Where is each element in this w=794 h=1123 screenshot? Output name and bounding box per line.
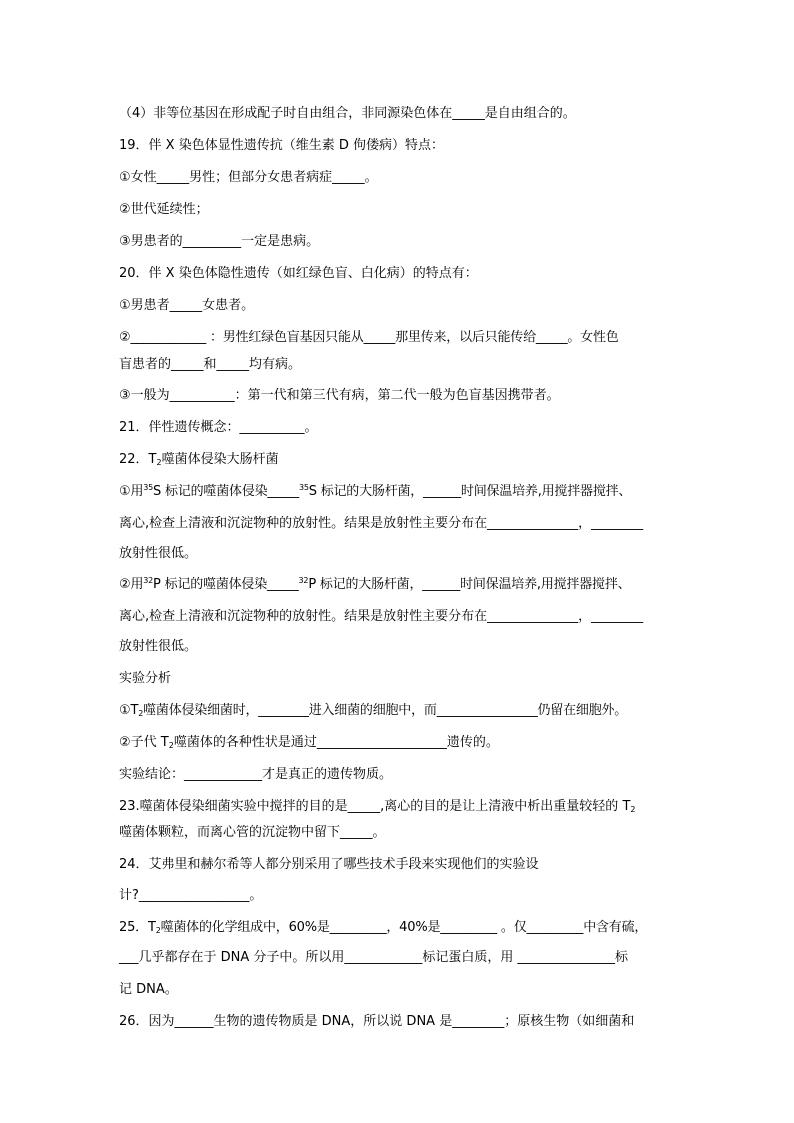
superscript: 32 bbox=[298, 576, 309, 585]
text-line bbox=[119, 418, 679, 438]
text-segment: ②用 bbox=[119, 577, 144, 592]
subscript: 2 bbox=[156, 458, 162, 467]
text-segment: ②世代延续性； bbox=[119, 202, 209, 217]
text-segment: 噬菌体颗粒，而离心管的沉淀物中留下_____。 bbox=[119, 825, 386, 840]
text-segment: 放射性很低。 bbox=[119, 546, 198, 561]
text-line bbox=[119, 1012, 679, 1032]
superscript: 35 bbox=[143, 483, 154, 492]
text-segment: 计?_________________。 bbox=[119, 888, 263, 903]
text-segment: ③男患者的_________一定是患病。 bbox=[119, 234, 320, 249]
text-line bbox=[119, 200, 679, 220]
text-segment: ③一般为__________：第一代和第三代有病，第二代一般为色盲基因携带者。 bbox=[119, 388, 560, 403]
text-line bbox=[119, 386, 679, 406]
text-line bbox=[119, 264, 679, 284]
text-segment: ①T bbox=[119, 703, 139, 718]
text-line bbox=[119, 733, 679, 753]
text-segment: 噬菌体的各种性状是通过____________________遗传的。 bbox=[173, 735, 499, 750]
text-line bbox=[119, 701, 679, 721]
text-segment: ②____________ ：男性红绿色盲基因只能从_____那里传来，以后只能传给_____。女性色 bbox=[119, 330, 619, 345]
subscript: 2 bbox=[630, 805, 636, 814]
text-line bbox=[119, 855, 679, 875]
text-segment: 离心,检查上清液和沉淀物种的放射性。结果是放射性主要分布在______________，________ bbox=[119, 609, 644, 624]
text-line bbox=[119, 637, 679, 657]
text-line bbox=[119, 948, 679, 968]
text-segment: 22．T bbox=[119, 452, 157, 467]
text-line bbox=[119, 514, 679, 534]
text-line bbox=[119, 797, 679, 817]
superscript: 32 bbox=[143, 576, 154, 585]
text-segment: 记 DNA。 bbox=[119, 982, 178, 997]
text-line bbox=[119, 823, 679, 843]
text-segment: 噬菌体侵染细菌时，________进入细菌的细胞中，而________________仍留在细胞外。 bbox=[143, 703, 628, 718]
subscript: 2 bbox=[168, 741, 174, 750]
text-line bbox=[119, 136, 679, 156]
text-segment: ①女性_____男性；但部分女患者病症_____。 bbox=[119, 170, 378, 185]
text-line bbox=[119, 980, 679, 1000]
text-segment: 离心,检查上清液和沉淀物种的放射性。结果是放射性主要分布在______________，________ bbox=[119, 516, 644, 531]
text-segment: 实验结论：____________才是真正的遗传物质。 bbox=[119, 767, 393, 782]
text-segment: 19．伴 X 染色体显性遗传抗（维生素 D 佝偻病）特点： bbox=[119, 138, 444, 153]
text-segment: 实验分析 bbox=[119, 671, 172, 686]
subscript: 2 bbox=[155, 926, 161, 935]
text-segment: 23.噬菌体侵染细菌实验中搅拌的目的是_____,离心的目的是让上清液中析出重量较轻的 T bbox=[119, 799, 631, 814]
text-segment: 放射性很低。 bbox=[119, 639, 198, 654]
text-line bbox=[119, 168, 679, 188]
text-line bbox=[119, 544, 679, 564]
text-line bbox=[119, 886, 679, 906]
text-segment: P 标记的噬菌体侵染_____ bbox=[153, 577, 299, 592]
text-segment: 21．伴性遗传概念：__________。 bbox=[119, 420, 318, 435]
text-line bbox=[119, 355, 679, 375]
text-segment: ②子代 T bbox=[119, 735, 169, 750]
text-line bbox=[119, 232, 679, 252]
text-segment: ①用 bbox=[119, 484, 144, 499]
text-segment: 26．因为______生物的遗传物质是 DNA，所以说 DNA 是________；原核生物（如细菌和 bbox=[119, 1014, 635, 1029]
text-segment: （4）非等位基因在形成配子时自由组合，非同源染色体在_____是自由组合的。 bbox=[119, 106, 576, 121]
text-line bbox=[119, 328, 679, 348]
text-segment: 20．伴 X 染色体隐性遗传（如红绿色盲、白化病）的特点有： bbox=[119, 266, 478, 281]
superscript: 35 bbox=[298, 483, 309, 492]
text-line bbox=[119, 918, 679, 938]
text-segment: ___几乎都存在于 DNA 分子中。所以用____________标记蛋白质，用 _______________标 bbox=[119, 950, 629, 965]
text-line bbox=[119, 765, 679, 785]
text-line bbox=[119, 575, 679, 595]
text-line bbox=[119, 104, 679, 124]
text-segment: 25．T bbox=[119, 920, 156, 935]
text-segment: 噬菌体侵染大肠杆菌 bbox=[161, 452, 279, 467]
text-line bbox=[119, 296, 679, 316]
text-line bbox=[119, 669, 679, 689]
text-line bbox=[119, 482, 679, 502]
text-line bbox=[119, 450, 679, 470]
subscript: 2 bbox=[138, 709, 144, 718]
text-segment: ①男患者_____女患者。 bbox=[119, 298, 255, 313]
text-segment: 24．艾弗里和赫尔希等人都分别采用了哪些技术手段来实现他们的实验设 bbox=[119, 857, 539, 872]
text-segment: P 标记的大肠杆菌，______时间保温培养,用搅拌器搅拌、 bbox=[308, 577, 631, 592]
text-segment: S 标记的大肠杆菌，______时间保温培养,用搅拌器搅拌、 bbox=[308, 484, 632, 499]
text-segment: 盲患者的_____和_____均有病。 bbox=[119, 357, 302, 372]
text-line bbox=[119, 607, 679, 627]
text-segment: S 标记的噬菌体侵染_____ bbox=[153, 484, 299, 499]
text-segment: 噬菌体的化学组成中，60%是_________，40%是_________ 。仅_________中含有硫， bbox=[160, 920, 648, 935]
